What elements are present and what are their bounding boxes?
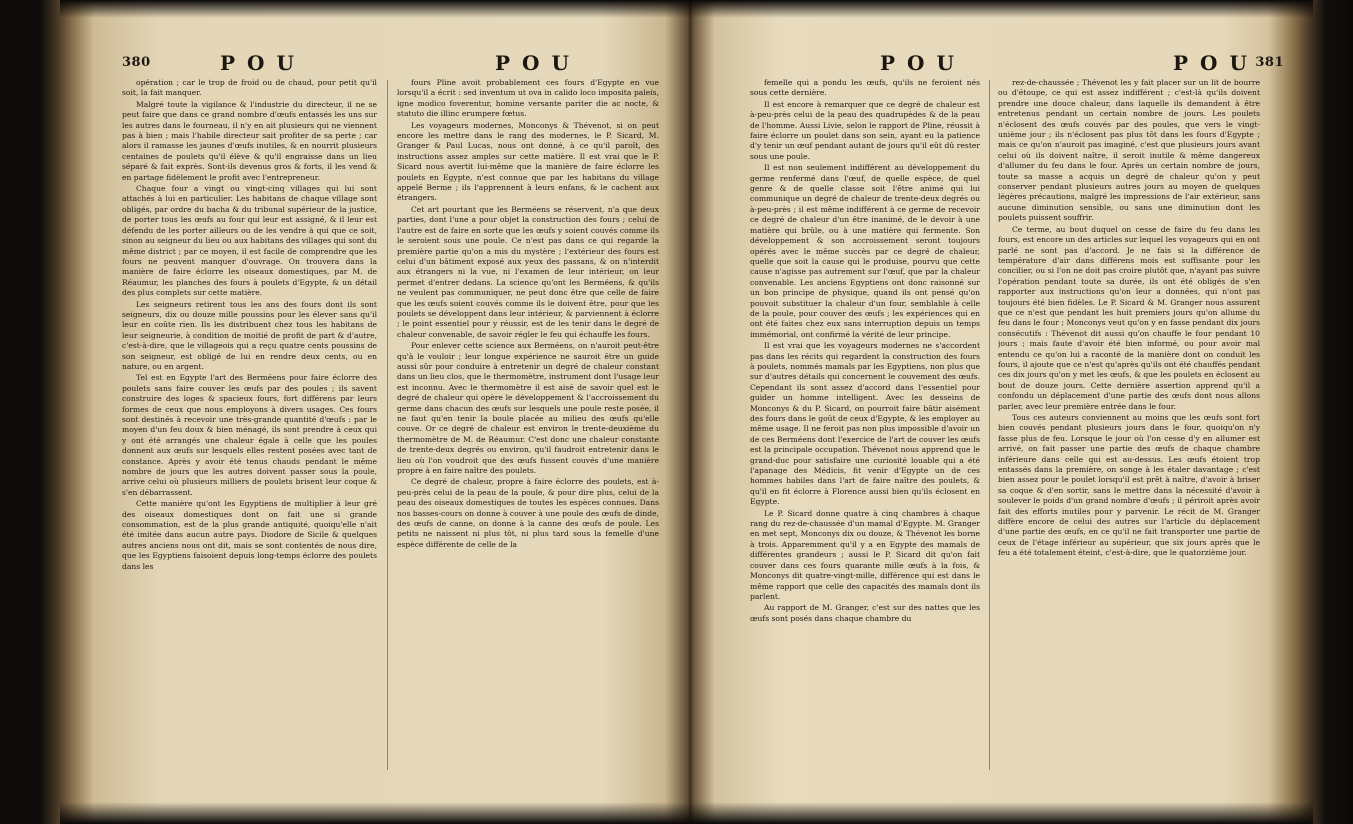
- right-running-head-1: POU: [880, 51, 966, 75]
- paragraph: Cet art pourtant que les Berméens se réservent, n'a que deux parties, dont l'une a pour objet la construction des fours ; celui de l'autre est de faire en sorte que les œufs y soient couvés comme ils le seroient sous une poule. Ce n'est pas dans ce qui regarde la première partie qu'on a mis du mystère ; l'extérieur des fours est celui d'un bâtiment exposé aux yeux des passans, & on n'interdit aux étrangers ni la vue, ni l'examen de leur intérieur, on leur permet d'entrer dedans. La science qu'ont les Berméens, & qu'ils ne veulent pas communiquer, ne peut donc être que celle de faire que les œufs soient couvés comme ils le doivent être, pour que les poulets se développent dans leur intérieur, & parviennent à éclorre ; le point essentiel pour y réussir, est de les tenir dans le degré de chaleur convenable, de savoir régler le feu qui échauffe les fours.: [397, 204, 659, 339]
- right-page-column-2: [998, 78, 1260, 778]
- paragraph: fours Pline avoit probablement ces fours d'Egypte en vue lorsqu'il a écrit : sed inventum ut ova in calido loco imposita paleis, igne modico foverentur, homine versante pariter die ac nocte, & statuto die illinc erumpere fœtus.: [397, 78, 659, 119]
- paragraph: Le P. Sicard donne quatre à cinq chambres à chaque rang du rez-de-chaussée d'un mamal d'Egypte. M. Granger en met sept, Monconys dix ou douze, & Thévenot les borne à trois. Apparemment qu'il y a en Egypte des mamals de différentes grandeurs ; aussi le P. Sicard dit qu'on fait couver dans ces fours quarante mille œufs à la fois, & Monconys dit quatre-vingt-mille, différence qui est dans le même rapport que celle des capacités des mamals dont ils parlent.: [750, 508, 980, 601]
- left-page-column-2: [397, 78, 659, 778]
- paragraph: femelle qui a pondu les œufs, qu'ils ne feroient nés sous cette dernière.: [750, 78, 980, 98]
- left-running-head-2: POU: [495, 51, 581, 75]
- paragraph: Tel est en Egypte l'art des Berméens pour faire éclorre des poulets sans faire couver les œufs par des poules ; ils savent construire des loges & spacieux fours, fort différens par leurs formes de ceux que nous employons à divers usages. Ces fours sont destinés à recevoir une très-grande quantité d'œufs : par le moyen d'un feu doux & bien ménagé, ils sont prendre à ceux qui y ont été arrangés une chaleur égale à celle que les poules donnent aux œufs sur lesquels elles restent posées avec tant de constance. Après y avoir été tenus chauds pendant le même nombre de jours que les autres doivent passer sous la poule, arrive celui où plusieurs milliers de poulets brisent leur coque & s'en débarrassent.: [122, 373, 377, 497]
- paragraph: Chaque four a vingt ou vingt-cinq villages qui lui sont attachés à lui en particulier. Les habitans de chaque village sont obligés, par ordre du bacha & du tribunal supérieur de la justice, de porter tous les œufs au four qui leur est assigné, & il leur est défendu de les porter ailleurs ou de les vendre à qui que ce soit, sinon au seigneur du lieu ou aux habitans des villages qui sont du même district ; par ce moyen, il est facile de comprendre que les fours ne peuvent manquer d'ouvrage. On trouvera dans la manière de faire éclorre les oiseaux domestiques, par M. de Réaumur, les planches des fours à poulets d'Egypte, & un détail des plus complets sur cette matière.: [122, 184, 377, 298]
- right-page-header: [710, 51, 1300, 73]
- right-running-head-2: POU: [1173, 51, 1259, 75]
- paragraph: rez-de-chaussée ; Thévenot les y fait placer sur un lit de bourre ou d'étoupe, ce qui est assez indifférent ; c'est-là qu'ils doivent prendre une douce chaleur, dans laquelle ils demandent à être entretenus pendant un certain nombre de jours. Les poulets n'éclosent des œufs couvés par des poules, que vers le vingt-unième jour ; ils n'éclosent pas plus tôt dans les fours d'Egypte ; mais ce qu'on n'auroit pas imaginé, c'est que plusieurs jours avant celui où ils doivent naître, il seroit inutile & même dangereux d'allumer du feu dans le four. Après un certain nombre de jours, toute sa masse a acquis un degré de chaleur qu'on y peut conserver pendant plusieurs autres jours au moyen de quelques légères précautions, malgré les impressions de l'air extérieur, sans aucune diminution sensible, ou sans une diminution dont les poulets puissent souffrir.: [998, 78, 1260, 223]
- paragraph: Les seigneurs retirent tous les ans des fours dont ils sont seigneurs, dix ou douze mille poussins pour les élever sans qu'il leur en coûte rien. Ils les distribuent chez tous les habitans de leur seigneurie, à condition de moitié de profit de part & d'autre, c'est-à-dire, que le villageois qui a reçu quatre cents poussins de son seigneur, est obligé de lui en rendre deux cents, ou en nature, ou en argent.: [122, 299, 377, 371]
- right-page-number: 381: [1255, 55, 1284, 70]
- paragraph: Au rapport de M. Granger, c'est sur des nattes que les œufs sont posés dans chaque chambre du: [750, 603, 980, 623]
- paragraph: Tous ces auteurs conviennent au moins que les œufs sont fort bien couvés pendant plusieurs jours dans le four, quoiqu'on n'y fasse plus de feu. Lorsque le jour où l'on cesse d'y en allumer est arrivé, on fait passer une partie des œufs de chaque chambre inférieure dans celle qui est au-dessus. Les œufs étoient trop entassés dans la première, on songe à les étaler davantage ; c'est bien assez pour le poulet lorsqu'il est prêt à naître, d'avoir à briser sa coque & d'en sortir, sans le mettre dans la nécessité d'avoir à soulever le poids d'un grand nombre d'œufs ; il périroit après avoir fait des efforts inutiles pour y parvenir. Le récit de M. Granger diffère encore de celui des autres sur l'article du déplacement d'une partie des œufs, en ce qu'il ne fait transporter une partie de ceux de l'étage inférieur au supérieur, que six jours après que le feu a été totalement éteint, c'est-à-dire, que le quatorzième jour.: [998, 413, 1260, 558]
- paragraph: Malgré toute la vigilance & l'industrie du directeur, il ne se peut faire que dans ce grand nombre d'œufs entassés les uns sur les autres dans le fourneau, il n'y en ait plusieurs qui ne viennent pas à bien ; mais l'habile directeur sait profiter de sa perte ; car alors il ramasse les jaunes d'œufs inutiles, & en nourrit plusieurs centaines de poulets qu'il élève & qu'il engraisse dans un lieu séparé & fait exprès. Sont-ils devenus gros & forts, il les vend & en partage fidèlement le profit avec l'entrepreneur.: [122, 99, 377, 182]
- paragraph: Il est non seulement indifférent au développement du germe renfermé dans l'œuf, de quelle espèce, de quel genre & de quelle classe soit l'être animé qui lui communique un degré de chaleur de trente-deux degrés ou à-peu-près ; il est même indifférent à ce germe de recevoir ce degré de chaleur d'un être inanimé, de le devoir à une matière qui brûle, ou à une matière qui fermente. Son développement & son accroissement seront toujours opérés avec le même succès par ce degré de chaleur, quelle que soit la cause qui le produise, pourvu que cette cause n'agisse pas autrement sur l'œuf, que par la chaleur convenable. Les anciens Egyptiens ont donc raisonné sur un bon principe de physique, quand ils ont pensé qu'on pouvoit substituer la chaleur d'un four, semblable à celle de la poule, pour couver des œufs ; les expériences qui en ont été faites chez eux sans interruption depuis un temps immémorial, ont confirmé la vérité de leur principe.: [750, 163, 980, 339]
- column-divider: [989, 80, 990, 770]
- left-running-head-1: POU: [220, 51, 306, 75]
- left-page-column-1: [122, 78, 377, 778]
- paragraph: Il est encore à remarquer que ce degré de chaleur est à-peu-près celui de la peau des quadrupèdes & de la peau de l'homme. Aussi Livie, selon le rapport de Pline, réussit à faire éclorre un poulet dans son sein, ayant eu la patience d'y tenir un œuf pendant autant de jours qu'il eût dû rester sous une poule.: [750, 99, 980, 161]
- left-page-number: 380: [122, 55, 151, 70]
- paragraph: Pour enlever cette science aux Berméens, on n'auroit peut-être qu'à le vouloir ; leur longue expérience ne sauroit être un guide aussi sûr pour conduire à entretenir un degré de chaleur constant dans un lieu clos, que le thermomètre, instrument dont l'usage leur est inconnu. Avec le thermomètre il est aisé de savoir quel est le degré de chaleur qui opère le développement & l'accroissement du germe dans chacun des œufs sur lesquels une poule reste posée, il ne faut qu'en tenir la boule placée au milieu des œufs qu'elle couve. Or ce degré de chaleur est environ le trente-deuxième du thermomètre de M. de Réaumur. C'est donc une chaleur constante de trente-deux degrés ou environ, qu'il faudroit entretenir dans le lieu où l'on voudroit que des œufs fussent couvés d'une manière propre à en faire naître des poulets.: [397, 341, 659, 476]
- column-divider: [387, 80, 388, 770]
- paragraph: Les voyageurs modernes, Monconys & Thévenot, si on peut encore les mettre dans le rang des modernes, le P. Sicard, M. Granger & Paul Lucas, nous ont donné, à ce qu'il paroît, des instructions assez amples sur cette matière. Il est vrai que le P. Sicard nous avertit lui-même que la manière de faire éclorre les poulets en Egypte, n'est connue que par les habitans du village appelé Berme ; ils l'apprennent à leurs enfans, & le cachent aux étrangers.: [397, 120, 659, 203]
- top-shadow: [60, 0, 1313, 18]
- paragraph: opération ; car le trop de froid ou de chaud, pour petit qu'il soit, la fait manquer.: [122, 78, 377, 98]
- paragraph: Ce degré de chaleur, propre à faire éclorre des poulets, est à-peu-près celui de la peau de la poule, & pour dire plus, celui de la peau des oiseaux domestiques de toutes les espèces connues. Dans nos basses-cours on donne à couver à une poule des œufs de dinde, des œufs de canne, on donne à la canne des œufs de poule. Les petits ne naissent ni plus tôt, ni plus tard sous la femelle d'une espèce différente de celle de la: [397, 477, 659, 549]
- bottom-shadow: [60, 802, 1313, 824]
- paragraph: Il est vrai que les voyageurs modernes ne s'accordent pas dans les récits qui regardent la construction des fours à poulets, nommés mamals par les Egyptiens, non plus que sur d'autres détails qui concernent le couvement des œufs. Cependant ils sont assez d'accord dans l'essentiel pour guider un homme intelligent. Avec les desseins de Monconys & du P. Sicard, on pourroit faire bâtir aisément des fours dans le goût de ceux d'Egypte, & les employer au même usage. Il ne feroit pas non plus impossible d'avoir un de ces Berméens dont l'exercice de l'art de couver les œufs est la principale occupation. Thévenot nous apprend que le grand-duc pour satisfaire une curiosité louable qui a été l'apanage des Médicis, fit venir d'Egypte un de ces hommes habiles dans l'art de faire naître des poulets, & qu'il en fit éclorre à Florence aussi bien qu'ils éclosent en Egypte.: [750, 341, 980, 507]
- paragraph: Cette manière qu'ont les Egyptiens de multiplier à leur gré des oiseaux domestiques dont on fait une si grande consommation, est de la plus grande antiquité, quoiqu'elle n'ait été imitée dans aucun autre pays. Diodore de Sicile & quelques autres anciens nous ont dit, mais se sont contentés de nous dire, que les Egyptiens faisoient depuis long-temps éclorre des poulets dans les: [122, 499, 377, 571]
- left-page-header: [110, 51, 670, 73]
- paragraph: Ce terme, au bout duquel on cesse de faire du feu dans les fours, est encore un des articles sur lequel les voyageurs qui en ont parlé ne sont pas d'accord. Je ne fais si la différence de température d'air dans différens mois est suffisante pour les concilier, ou si l'on ne doit pas croire plutôt que, n'ayant pas suivre l'opération pendant toute sa durée, ils ont été obligés de s'en rapporter aux instructions qu'on leur a données, qui n'ont pas toujours été bien fidèles. Le P. Sicard & M. Granger nous assurent que ce n'est que pendant les huit premiers jours qu'on allume du feu dans le four ; Monconys veut qu'on y en fasse pendant dix jours consécutifs : Thévenot dit aussi qu'on chauffe le four pendant 10 jours ; mais faute d'avoir été bien informé, ou pour avoir mal entendu ce qu'on lui a raconté de la manière dont on conduit les fours, il ajoute que ce n'est qu'après qu'ils ont été chauffés pendant ces dix jours qu'on y met les œufs, & que les poulets en éclosent au bout de douze jours. Cette dernière assertion apprend qu'il a confondu un déplacement d'une partie des œufs dont nous allons parler, avec leur première entrée dans le four.: [998, 224, 1260, 411]
- right-page-column-1: [750, 78, 980, 778]
